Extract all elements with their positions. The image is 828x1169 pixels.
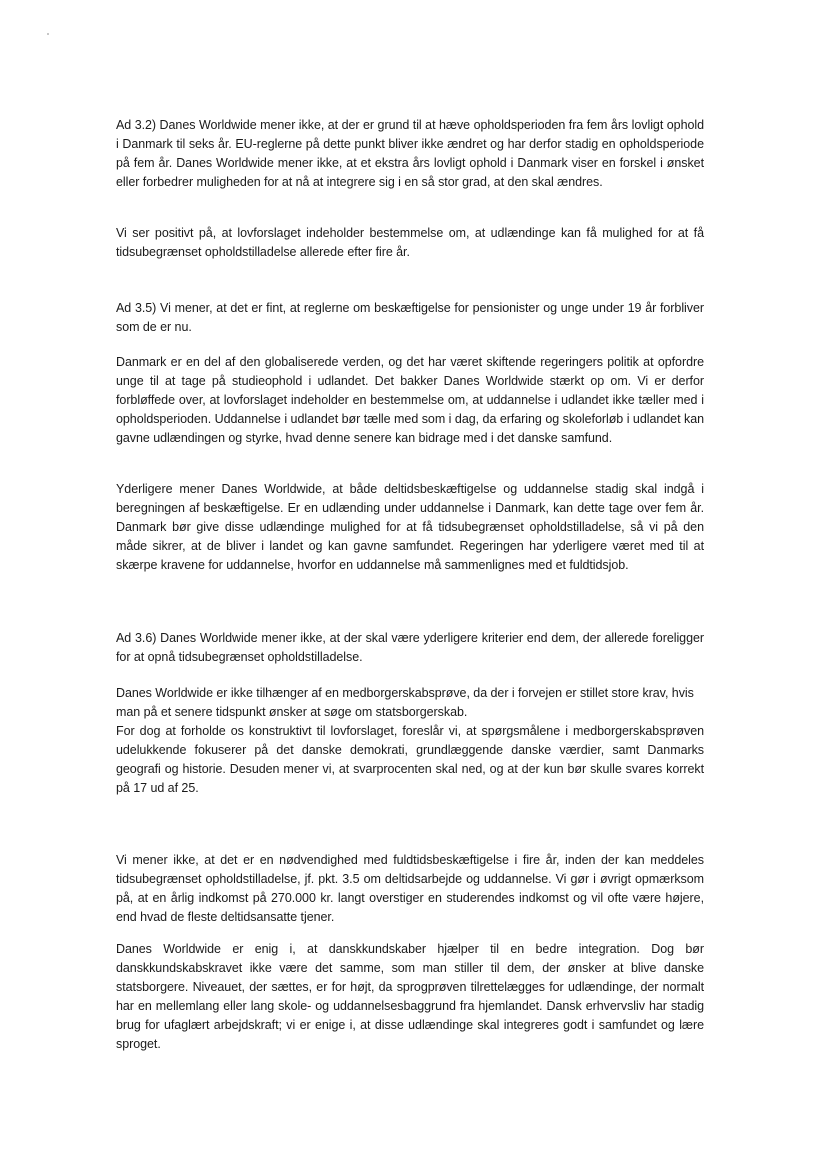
paragraph-constructive-proposal: For dog at forholde os konstruktivt til lovforslaget, foreslår vi, at spørgsmålene i medborgerskabsprøven udelukkende fokuserer på det danske demokrati, grundlæggende danske værdier, samt Danmarks geografi og historie. Desuden mener vi, at svarprocenten skal ned, og at der kun bør skulle svares korrekt på 17 ud af 25. bbox=[116, 724, 704, 795]
paragraph-ad-3-2: Ad 3.2) Danes Worldwide mener ikke, at der er grund til at hæve opholdsperioden fra fem års lovligt ophold i Danmark til seks år. EU-reglerne på dette punkt bliver ikke ændret og har derfor stadig en opholdsperiode på fem år. Danes Worldwide mener ikke, at et ekstra års lovligt ophold i Danmark viser en forskel i ønsket eller forbedrer muligheden for at nå at integrere sig i en så stor grad, at den skal ændres. bbox=[116, 118, 704, 189]
paragraph-full-time-employment: Vi mener ikke, at det er en nødvendighed med fuldtidsbeskæftigelse i fire år, inden der kan meddeles tidsubegrænset opholdstilladelse, jf. pkt. 3.5 om deltidsarbejde og uddannelse. Vi gør i øvrigt opmærksom på, at en årlig indkomst på 270.000 kr. langt overstiger en studerendes indkomst og vil ofte være højere, end hvad de fleste deltidsansatte tjener. bbox=[116, 853, 704, 924]
paragraph-ad-3-5: Ad 3.5) Vi mener, at det er fint, at reglerne om beskæftigelse for pensionister og unge under 19 år forbliver som de er nu. bbox=[116, 301, 704, 334]
paragraph-positive-four-years: Vi ser positivt på, at lovforslaget indeholder bestemmelse om, at udlændinge kan få mulighed for at få tidsubegrænset opholdstilladelse allerede efter fire år. bbox=[116, 226, 704, 259]
paragraph-danish-language: Danes Worldwide er enig i, at danskkundskaber hjælper til en bedre integration. Dog bør danskkundskabskravet ikke være det samme, som man stiller til dem, der ønsker at blive danske statsborgere. Niveauet, der sættes, er for højt, da sprogprøven tilrettelægges for udlændinge, der normalt har en mellemlang eller lang skole- og uddannelsesbaggrund fra hjemlandet. Dansk erhvervsliv har stadig brug for ufaglært arbejdskraft; vi er enige i, at disse udlændinge skal integreres godt i samfundet og lære sproget. bbox=[116, 942, 704, 1051]
paragraph-education-abroad: Danmark er en del af den globaliserede verden, og det har været skiftende regeringers politik at opfordre unge til at tage på studieophold i udlandet. Det bakker Danes Worldwide stærkt op om. Vi er derfor forbløffede over, at lovforslaget indeholder en bestemmelse om, at uddannelse i udlandet ikke tæller med i opholdsperioden. Uddannelse i udlandet bør tælle med som i dag, da erfaring og skoleforløb i udlandet kan gavne udlændingen og styrke, hvad denne senere kan bidrage med i det danske samfund. bbox=[116, 355, 704, 445]
scan-speck bbox=[47, 33, 49, 35]
paragraph-ad-3-6: Ad 3.6) Danes Worldwide mener ikke, at der skal være yderligere kriterier end dem, der allerede foreligger for at opnå tidsubegrænset opholdstilladelse. bbox=[116, 631, 704, 664]
paragraph-citizenship-test: Danes Worldwide er ikke tilhænger af en medborgerskabsprøve, da der i forvejen er stillet store krav, hvis man på et senere tidspunkt ønsker at søge om statsborgerskab. bbox=[116, 686, 694, 719]
paragraph-part-time-education: Yderligere mener Danes Worldwide, at både deltidsbeskæftigelse og uddannelse stadig skal indgå i beregningen af beskæftigelse. Er en udlænding under uddannelse i Danmark, kan dette tage over fem år. Danmark bør give disse udlændinge mulighed for at få tidsubegrænset opholdstilladelse, så vi på den måde sikrer, at de bliver i landet og kan gavne samfundet. Regeringen har yderligere været med til at skærpe kravene for uddannelse, hvorfor en uddannelse må sammenlignes med et fuldtidsjob. bbox=[116, 482, 704, 572]
